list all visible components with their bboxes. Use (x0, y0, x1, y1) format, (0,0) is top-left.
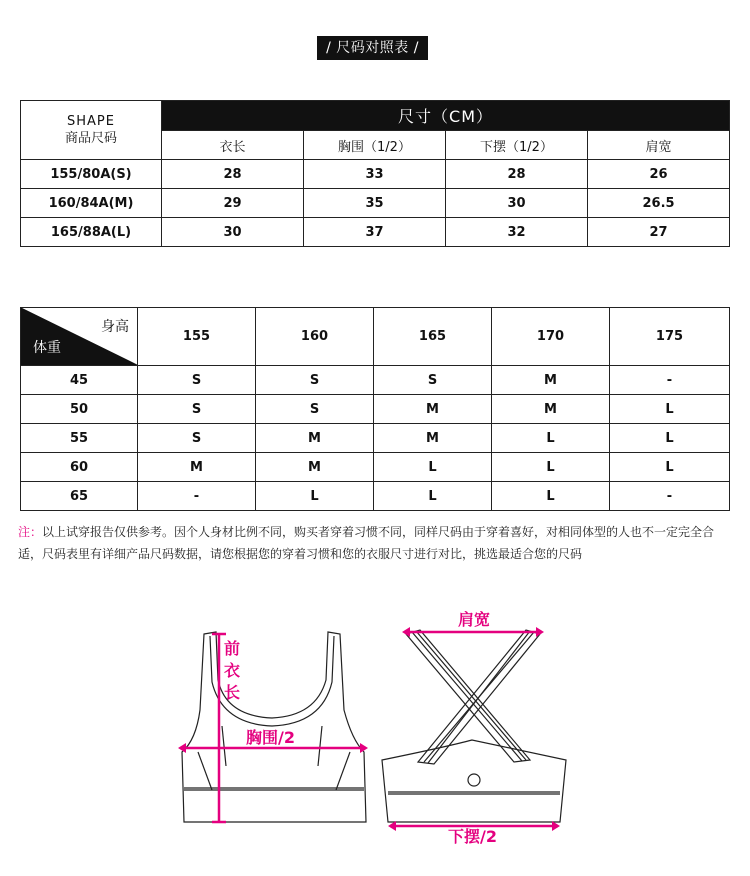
column-header: 下摆（1/2） (446, 131, 588, 160)
table-row (21, 218, 730, 247)
fit-size-cell: S (256, 366, 374, 395)
page-title: / 尺码对照表 / (317, 36, 428, 60)
value-cell: 29 (162, 189, 304, 218)
corner-header-cell (21, 308, 138, 366)
table-row (21, 366, 730, 395)
fit-size-cell: - (138, 482, 256, 511)
shape-label: SHAPE (67, 114, 115, 129)
fit-size-cell: M (256, 453, 374, 482)
size-label: 商品尺码 (64, 131, 117, 146)
back-bra-illustration (382, 630, 566, 822)
fit-size-cell: L (492, 424, 610, 453)
chest-label: 胸围/2 (246, 728, 295, 747)
fit-size-cell: S (138, 395, 256, 424)
value-cell: 28 (162, 160, 304, 189)
fit-size-cell: - (610, 482, 730, 511)
size-cell: 155/80A(S) (21, 160, 162, 189)
weight-cell: 45 (21, 366, 138, 395)
fit-size-cell: M (374, 424, 492, 453)
fit-size-cell: M (256, 424, 374, 453)
fit-size-cell: L (610, 424, 730, 453)
value-cell: 30 (162, 218, 304, 247)
height-header: 175 (610, 308, 730, 366)
value-cell: 26.5 (588, 189, 730, 218)
fit-size-cell: L (256, 482, 374, 511)
front-length-label: 长 (224, 683, 241, 702)
value-cell: 28 (446, 160, 588, 189)
fit-size-cell: S (138, 366, 256, 395)
fit-size-cell: - (610, 366, 730, 395)
table-row (21, 453, 730, 482)
front-length-label: 前 (224, 639, 241, 658)
value-cell: 32 (446, 218, 588, 247)
column-header: 肩宽 (588, 131, 730, 160)
fit-size-cell: S (256, 395, 374, 424)
height-label: 身高 (101, 319, 129, 335)
table-row (21, 160, 730, 189)
table-row (21, 482, 730, 511)
table-row (21, 395, 730, 424)
weight-cell: 50 (21, 395, 138, 424)
measurement-diagram (0, 590, 750, 876)
size-cell: 160/84A(M) (21, 189, 162, 218)
fit-size-cell: M (138, 453, 256, 482)
fit-size-cell: L (374, 482, 492, 511)
hem-label: 下摆/2 (448, 827, 497, 846)
front-bra-illustration (182, 632, 366, 822)
note-prefix: 注： (18, 525, 43, 539)
front-length-label: 衣 (224, 661, 241, 680)
value-cell: 35 (304, 189, 446, 218)
fit-size-cell: L (492, 453, 610, 482)
height-weight-fit-table (20, 307, 730, 511)
height-header: 170 (492, 308, 610, 366)
fit-size-cell: S (374, 366, 492, 395)
value-cell: 27 (588, 218, 730, 247)
fit-size-cell: L (610, 453, 730, 482)
fit-size-cell: M (492, 366, 610, 395)
fit-size-cell: S (138, 424, 256, 453)
shoulder-label: 肩宽 (458, 610, 491, 629)
fit-size-cell: L (492, 482, 610, 511)
height-header: 165 (374, 308, 492, 366)
weight-label: 体重 (33, 340, 61, 356)
size-cell: 165/88A(L) (21, 218, 162, 247)
shape-header-cell (21, 101, 162, 160)
fit-size-cell: M (374, 395, 492, 424)
size-note (18, 521, 734, 565)
fit-size-cell: L (610, 395, 730, 424)
column-header: 胸围（1/2） (304, 131, 446, 160)
note-text: 以上试穿报告仅供参考。因个人身材比例不同，购买者穿着习惯不同，同样尺码由于穿着喜好，对相同体型的人也不一定完全合适，尺码表里有详细产品尺码数据，请您根据您的穿着习惯和您的衣服尺寸进行对比，挑选最适合您的尺码 (18, 525, 715, 561)
value-cell: 37 (304, 218, 446, 247)
value-cell: 30 (446, 189, 588, 218)
fit-size-cell: M (492, 395, 610, 424)
weight-cell: 55 (21, 424, 138, 453)
size-chart-table (20, 100, 730, 247)
value-cell: 33 (304, 160, 446, 189)
dimension-group-header: 尺寸（CM） (162, 101, 730, 131)
measurement-labels (224, 610, 497, 846)
weight-cell: 65 (21, 482, 138, 511)
fit-size-cell: L (374, 453, 492, 482)
column-header: 衣长 (162, 131, 304, 160)
table-row (21, 189, 730, 218)
value-cell: 26 (588, 160, 730, 189)
weight-cell: 60 (21, 453, 138, 482)
height-header: 155 (138, 308, 256, 366)
table-row (21, 424, 730, 453)
height-header: 160 (256, 308, 374, 366)
